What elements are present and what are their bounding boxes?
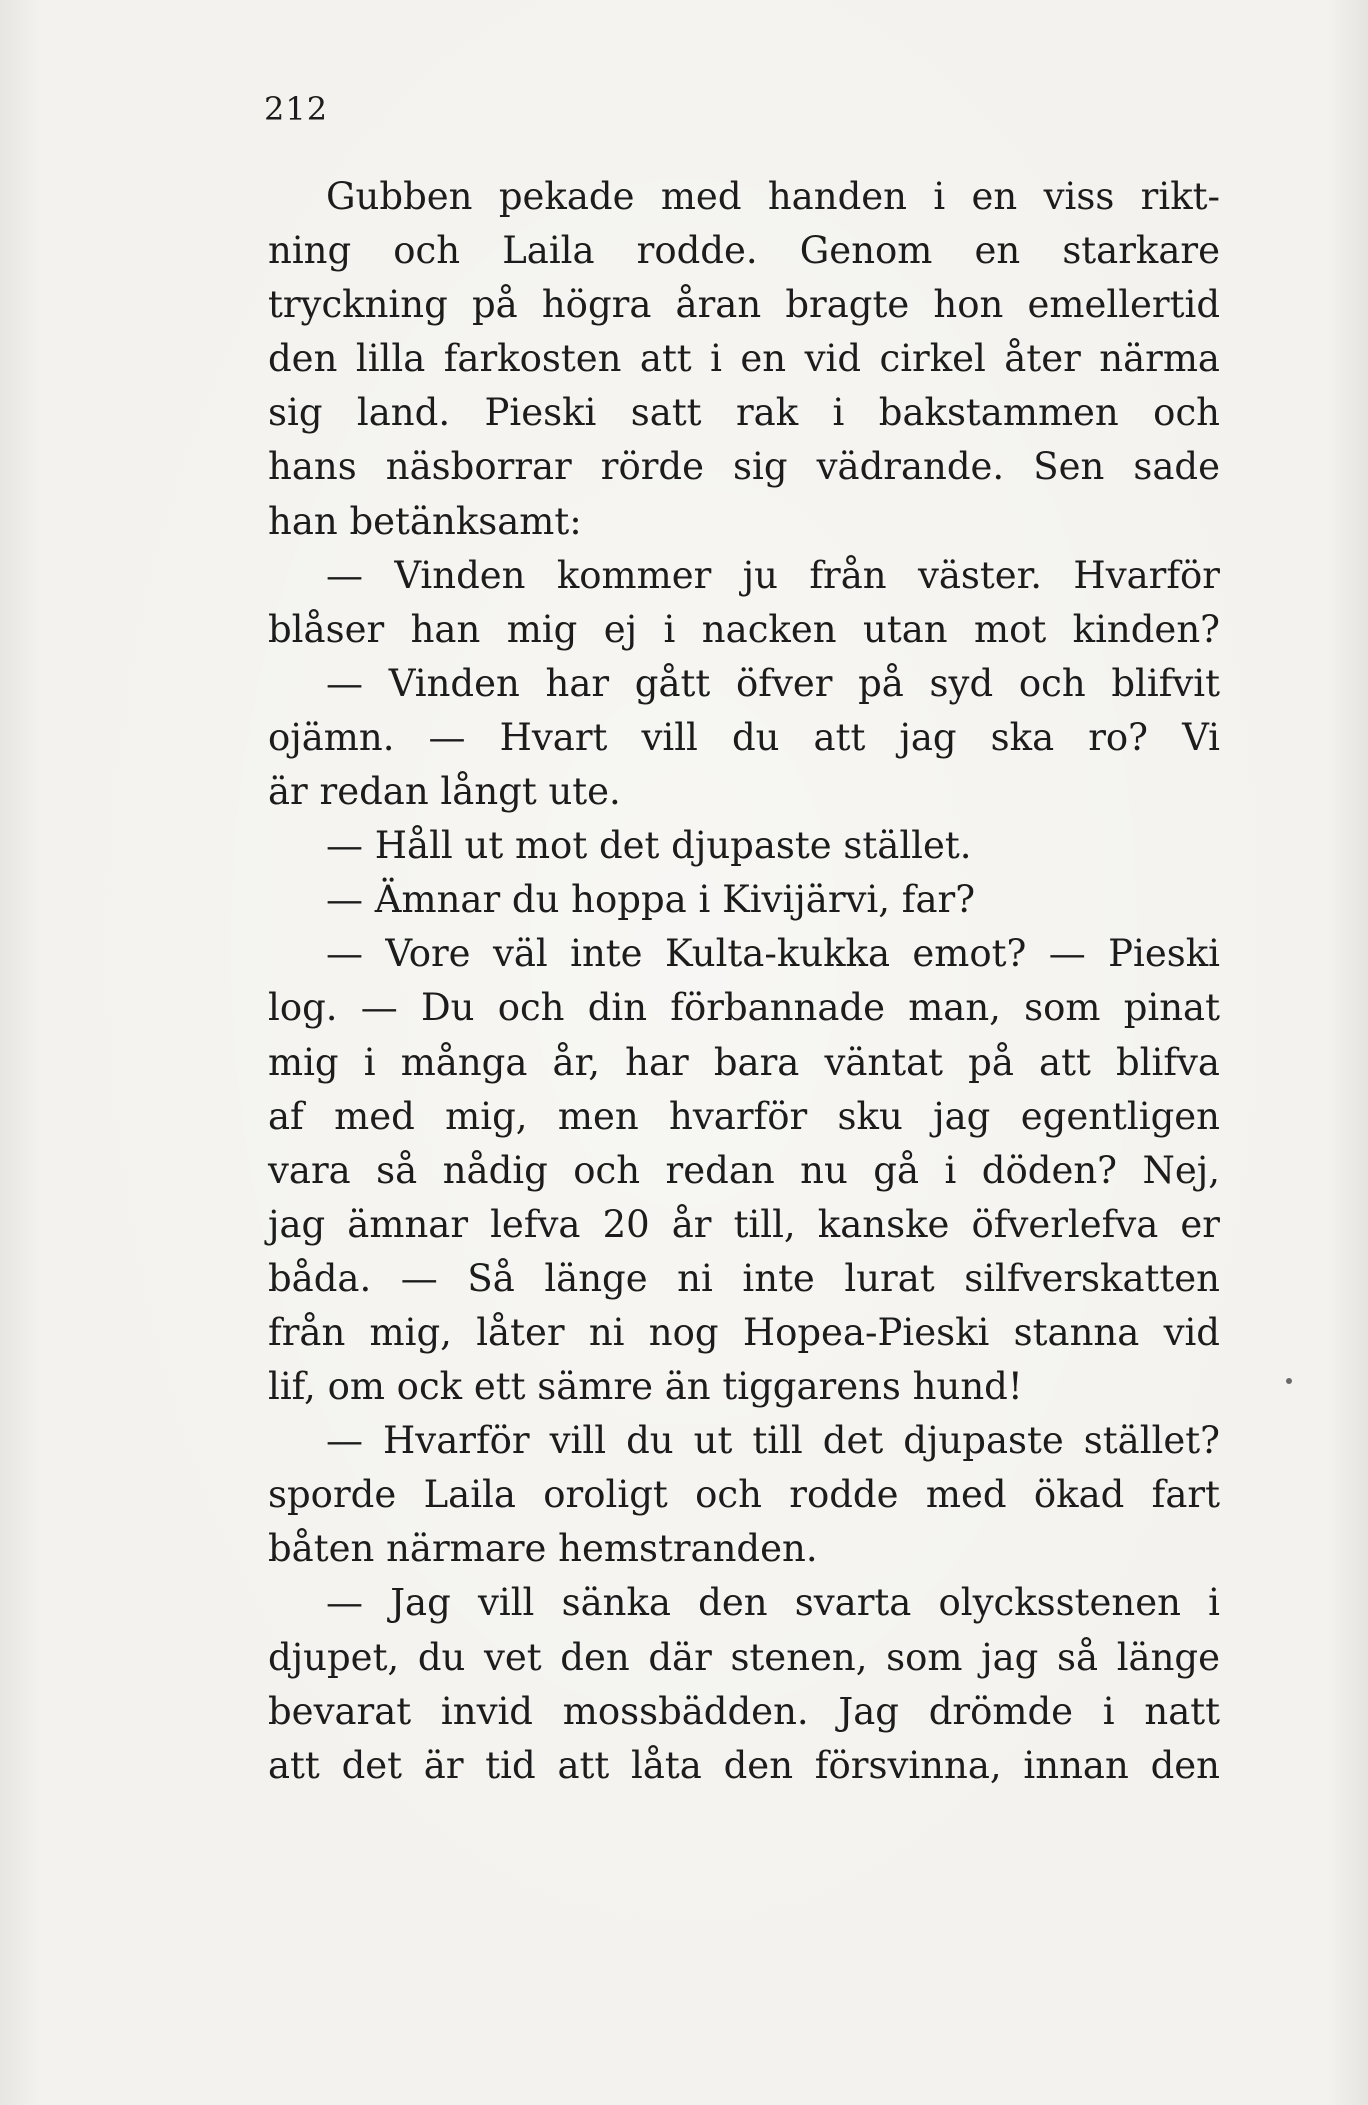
text-line: jag ämnar lefva 20 år till, kanske öfverlefva er: [268, 1202, 1220, 1246]
text-line: lif, om ock ett sämre än tiggarens hund!: [268, 1365, 1023, 1409]
text-line: från mig, låter ni nog Hopea-Pieski stanna vid: [268, 1310, 1220, 1354]
text-line: bevarat invid mossbädden. Jag drömde i natt: [268, 1689, 1220, 1733]
text-line: båten närmare hemstranden.: [268, 1527, 818, 1571]
text-line: djupet, du vet den där stenen, som jag så länge: [268, 1635, 1220, 1679]
text-line: Gubben pekade med handen i en viss rikt-: [326, 175, 1220, 218]
text-line: af med mig, men hvarför sku jag egentligen: [268, 1094, 1220, 1138]
text-line: tryckning på högra åran bragte hon emellertid: [268, 283, 1220, 327]
text-line: vara så nådig och redan nu gå i döden? Nej,: [268, 1148, 1220, 1192]
text-line: blåser han mig ej i nacken utan mot kinden?: [268, 607, 1220, 651]
text-line: — Jag vill sänka den svarta olycksstenen i: [326, 1581, 1220, 1625]
text-line: den lilla farkosten att i en vid cirkel åter närma: [268, 337, 1220, 381]
text-line: ojämn. — Hvart vill du att jag ska ro? Vi: [268, 715, 1220, 759]
print-speck: [1286, 1378, 1292, 1384]
text-line: båda. — Så länge ni inte lurat silfverskatten: [268, 1256, 1220, 1300]
text-line: — Håll ut mot det djupaste stället.: [326, 824, 972, 868]
text-line: — Vinden har gått öfver på syd och blifvit: [326, 661, 1220, 705]
text-line: att det är tid att låta den försvinna, innan den: [268, 1743, 1220, 1787]
body-text: [268, 170, 1220, 1793]
page-number: 212: [264, 90, 329, 128]
text-line: hans näsborrar rörde sig vädrande. Sen sade: [268, 445, 1220, 489]
text-line: han betänksamt:: [268, 499, 582, 543]
text-line: ning och Laila rodde. Genom en starkare: [268, 229, 1220, 273]
text-line: — Vinden kommer ju från väster. Hvarför: [326, 553, 1220, 597]
text-line: — Hvarför vill du ut till det djupaste stället?: [326, 1419, 1220, 1463]
text-line: — Ämnar du hoppa i Kivijärvi, far?: [326, 878, 976, 922]
text-line: sporde Laila oroligt och rodde med ökad fart: [268, 1473, 1220, 1517]
text-line: — Vore väl inte Kulta-kukka emot? — Pieski: [326, 932, 1220, 976]
text-line: är redan långt ute.: [268, 770, 621, 814]
text-line: mig i många år, har bara väntat på att blifva: [268, 1040, 1220, 1084]
text-line: sig land. Pieski satt rak i bakstammen och: [268, 391, 1220, 435]
text-line: log. — Du och din förbannade man, som pinat: [268, 986, 1220, 1030]
